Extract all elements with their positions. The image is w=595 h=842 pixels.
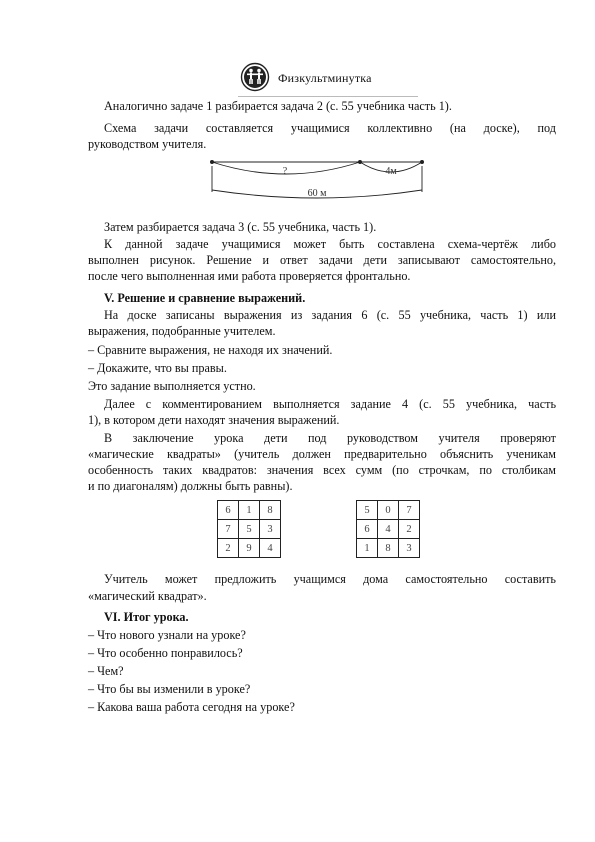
magic-square-cell: 6: [357, 520, 378, 539]
magic-square-cell: 7: [399, 501, 420, 520]
text-line: К данной задаче учащимися может быть составлена схема-чертёж либо: [104, 237, 556, 251]
question-item: – Что особенно понравилось?: [88, 646, 243, 660]
arc-label-4m: 4м: [385, 166, 397, 177]
magic-square-cell: 3: [260, 520, 281, 539]
text-line: – Докажите, что вы правы.: [88, 361, 227, 375]
text-line: Учитель может предложить учащимся дома самостоятельно составить: [104, 572, 556, 586]
magic-square-cell: 1: [357, 539, 378, 558]
text-line: выражения, подобранные учителем.: [88, 324, 276, 338]
text-line: Это задание выполняется устно.: [88, 379, 256, 393]
magic-square-cell: 2: [218, 539, 239, 558]
text-line: В заключение урока дети под руководством учителя проверяют: [104, 431, 556, 445]
question-item: – Чем?: [88, 664, 124, 678]
text-line: «магический квадрат».: [88, 589, 207, 603]
magic-square-2: [356, 500, 420, 558]
text-line: Аналогично задаче 1 разбирается задача 2 (с. 55 учебника часть 1).: [104, 99, 452, 113]
text-line: и по диагоналям) должны быть равны).: [88, 479, 293, 493]
text-line: На доске записаны выражения из задания 6 (с. 55 учебника, часть 1) или: [104, 308, 556, 322]
magic-square-cell: 8: [260, 501, 281, 520]
question-item: – Какова ваша работа сегодня на уроке?: [88, 700, 295, 714]
section-title: V. Решение и сравнение выражений.: [104, 291, 306, 305]
arc-label-unknown: ?: [282, 166, 288, 177]
question-item: – Что бы вы изменили в уроке?: [88, 682, 251, 696]
magic-square-cell: 3: [399, 539, 420, 558]
text-line: Затем разбирается задача 3 (с. 55 учебника, часть 1).: [104, 220, 377, 234]
magic-square-cell: 4: [378, 520, 399, 539]
magic-square-cell: 4: [260, 539, 281, 558]
magic-square-cell: 5: [357, 501, 378, 520]
text-line: – Сравните выражения, не находя их значений.: [88, 343, 333, 357]
text-line: руководством учителя.: [88, 137, 207, 151]
arc-label-total: 60 м: [307, 188, 327, 199]
magic-square-cell: 6: [218, 501, 239, 520]
text-line: «магические квадраты» (учитель должен предварительно объяснить ученикам: [88, 447, 556, 461]
section-title: VI. Итог урока.: [104, 610, 189, 624]
text-line: 1), в котором дети находят значения выражений.: [88, 413, 340, 427]
task-scheme-diagram: [200, 152, 440, 208]
text-line: Далее с комментированием выполняется задание 4 (с. 55 учебника, часть: [104, 397, 556, 411]
text-line: после чего выполненная ими работа проверяется фронтально.: [88, 269, 411, 283]
magic-square-cell: 2: [399, 520, 420, 539]
magic-square-cell: 0: [378, 501, 399, 520]
magic-square-cell: 9: [239, 539, 260, 558]
text-line: Схема задачи составляется учащимися коллективно (на доске), под: [104, 121, 556, 135]
magic-square-cell: 7: [218, 520, 239, 539]
text-line: особенность таких квадратов: значения всех сумм (по строчкам, по столбикам: [88, 463, 556, 477]
magic-square-cell: 8: [378, 539, 399, 558]
magic-square-cell: 5: [239, 520, 260, 539]
header-title: Физкультминутка: [278, 71, 372, 85]
magic-square-1: [217, 500, 281, 558]
magic-square-cell: 1: [239, 501, 260, 520]
physical-exercise-icon: [240, 62, 270, 92]
text-line: выполнен рисунок. Решение и ответ задачи дети записывают самостоятельно,: [88, 253, 556, 267]
question-item: – Что нового узнали на уроке?: [88, 628, 246, 642]
